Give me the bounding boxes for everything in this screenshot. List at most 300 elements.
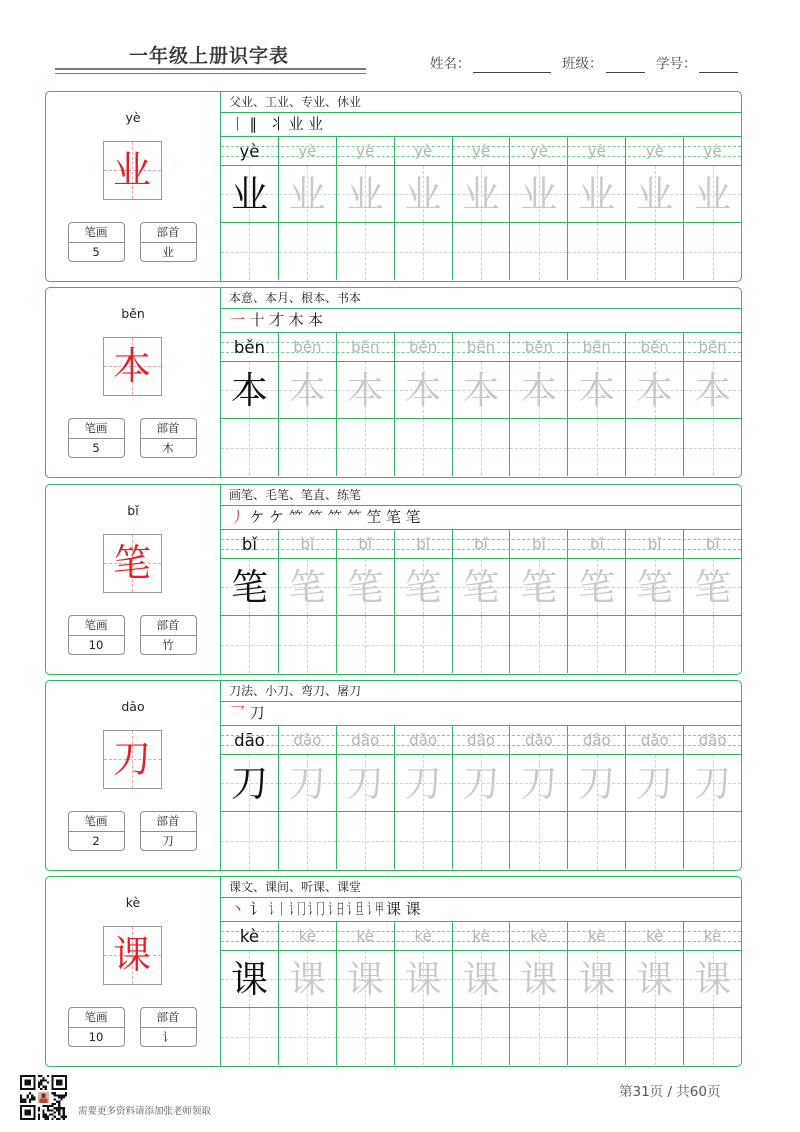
qr-module xyxy=(65,1094,67,1096)
pinyin-model-cell xyxy=(221,530,278,558)
qr-module xyxy=(58,1109,60,1111)
qr-module xyxy=(45,1086,47,1088)
blank-practice-cell xyxy=(625,223,683,280)
blank-practice-cell xyxy=(683,419,741,476)
qr-module xyxy=(60,1094,62,1096)
qr-caption: 需要更多资料请添加张老师领取 xyxy=(78,1106,212,1117)
qr-module xyxy=(56,1101,58,1103)
stroke-step xyxy=(250,510,270,525)
radical-box xyxy=(140,1007,197,1047)
practice-panel xyxy=(221,92,741,281)
pinyin-trace-text: dāo xyxy=(351,731,380,749)
qr-module xyxy=(51,1109,53,1111)
qr-module xyxy=(51,1092,53,1094)
qr-finder-pattern xyxy=(24,1109,31,1115)
character-trace-row xyxy=(221,559,741,616)
qr-module xyxy=(49,1109,51,1111)
radical-value: 竹 xyxy=(162,637,174,652)
blank-practice-cell xyxy=(394,223,452,280)
stroke-step xyxy=(328,902,348,917)
stroke-step-glyph: 讠丨 xyxy=(269,900,286,918)
character-trace-cell xyxy=(336,362,394,418)
character-trace-row xyxy=(221,755,741,812)
character-trace-cell xyxy=(509,166,567,222)
character-info-panel xyxy=(46,288,221,477)
character-trace-cell xyxy=(452,755,510,811)
stroke-count-label: 笔画 xyxy=(69,616,124,636)
character-trace-cell xyxy=(683,362,741,418)
stroke-count-box xyxy=(68,222,125,262)
pinyin-trace-text: bǐ xyxy=(300,535,315,553)
qr-module xyxy=(65,1092,67,1094)
qr-module xyxy=(65,1116,67,1118)
qr-module xyxy=(40,1088,42,1090)
character-trace-text: 笔 xyxy=(636,565,674,609)
pinyin-trace-text: běn xyxy=(524,338,554,356)
pinyin-trace-cell xyxy=(452,726,510,754)
pinyin-trace-text: běn xyxy=(408,338,438,356)
qr-module xyxy=(38,1086,40,1088)
pinyin-trace-text: bǐ xyxy=(474,535,488,553)
example-words: 刀法、小刀、弯刀、屠刀 xyxy=(221,681,741,702)
qr-module xyxy=(45,1118,47,1120)
pinyin-trace-cell xyxy=(509,530,567,558)
qr-module xyxy=(54,1092,56,1094)
pinyin-trace-cell xyxy=(278,922,336,950)
pinyin-trace-cell xyxy=(683,726,741,754)
character-model-box xyxy=(103,337,162,396)
stroke-count-label: 笔画 xyxy=(69,1008,124,1028)
pinyin-trace-cell xyxy=(509,333,567,361)
character-model-box xyxy=(103,926,162,985)
stroke-count-box xyxy=(68,418,125,458)
character-trace-text: 笔 xyxy=(346,565,384,609)
character-trace-text: 笔 xyxy=(694,565,732,609)
qr-module xyxy=(63,1094,65,1096)
radical-label: 部首 xyxy=(141,223,196,243)
qr-module xyxy=(42,1105,44,1107)
pinyin-trace-cell xyxy=(625,137,683,165)
practice-panel xyxy=(221,681,741,870)
radical-box xyxy=(140,615,197,655)
pinyin-trace-cell xyxy=(683,137,741,165)
character-trace-cell xyxy=(394,166,452,222)
qr-module xyxy=(49,1114,51,1116)
character-trace-cell xyxy=(278,951,336,1007)
stroke-count-label: 笔画 xyxy=(69,419,124,439)
blank-practice-cell xyxy=(278,616,336,673)
pinyin-practice-row xyxy=(221,922,741,951)
pinyin-practice-row xyxy=(221,530,741,559)
qr-module xyxy=(63,1114,65,1116)
stroke-order-row xyxy=(221,309,741,333)
character-model-cell xyxy=(221,951,278,1007)
character-model-cell xyxy=(221,166,278,222)
character-trace-cell xyxy=(567,951,625,1007)
pinyin-trace-text: bǐ xyxy=(532,535,546,553)
character-glyph: 课 xyxy=(112,933,151,977)
stroke-step-glyph: 讠 xyxy=(249,900,265,918)
qr-finder-pattern xyxy=(24,1079,31,1085)
qr-module xyxy=(60,1096,62,1098)
blank-practice-cell xyxy=(221,419,278,476)
character-pinyin: kè xyxy=(125,895,141,910)
blank-practice-row xyxy=(221,616,741,673)
blank-practice-cell xyxy=(683,223,741,280)
stroke-count-value: 5 xyxy=(92,440,100,455)
pinyin-trace-cell xyxy=(394,137,452,165)
qr-module xyxy=(63,1096,65,1098)
character-trace-cell xyxy=(625,755,683,811)
pinyin-trace-cell xyxy=(394,726,452,754)
blank-practice-cell xyxy=(336,223,394,280)
pinyin-trace-cell xyxy=(336,137,394,165)
stroke-count-value: 10 xyxy=(88,637,104,652)
pinyin-trace-text: běn xyxy=(351,338,380,356)
pinyin-trace-text: kè xyxy=(703,927,722,945)
qr-module xyxy=(22,1101,24,1103)
stroke-step-glyph: 一 xyxy=(230,311,246,329)
character-trace-text: 刀 xyxy=(288,761,326,805)
blank-practice-cell xyxy=(278,223,336,280)
pinyin-trace-text: kè xyxy=(356,927,374,945)
pinyin-trace-cell xyxy=(567,726,625,754)
blank-practice-cell xyxy=(221,1008,278,1065)
character-trace-row xyxy=(221,362,741,419)
stroke-step-glyph: ⺮ xyxy=(347,508,363,526)
stroke-count-label: 笔画 xyxy=(69,812,124,832)
character-card xyxy=(45,91,742,282)
qr-module xyxy=(47,1116,49,1118)
stroke-step xyxy=(328,510,348,525)
stroke-step-glyph: 讠冂 xyxy=(308,900,325,918)
stroke-step xyxy=(230,313,250,328)
blank-practice-row xyxy=(221,812,741,869)
stroke-step xyxy=(250,313,270,328)
qr-module xyxy=(45,1105,47,1107)
qr-module xyxy=(58,1111,60,1113)
character-trace-cell xyxy=(509,755,567,811)
qr-module xyxy=(56,1107,58,1109)
pinyin-model-text: kè xyxy=(239,926,259,946)
character-trace-row xyxy=(221,951,741,1008)
blank-practice-cell xyxy=(336,812,394,869)
pinyin-trace-cell xyxy=(567,333,625,361)
qr-module xyxy=(33,1099,35,1101)
qr-module xyxy=(58,1105,60,1107)
character-model-cell xyxy=(221,362,278,418)
character-glyph: 刀 xyxy=(112,737,151,781)
radical-value: 讠 xyxy=(162,1029,174,1044)
pinyin-trace-text: běn xyxy=(640,338,669,356)
blank-practice-cell xyxy=(336,1008,394,1065)
character-trace-cell xyxy=(509,559,567,615)
pinyin-trace-cell xyxy=(625,333,683,361)
qr-module xyxy=(54,1094,56,1096)
radical-value: 刀 xyxy=(162,833,174,848)
stroke-step-glyph: 课 xyxy=(405,900,421,918)
stroke-count-box xyxy=(68,811,125,851)
qr-module xyxy=(56,1109,58,1111)
character-trace-cell xyxy=(336,755,394,811)
stroke-step-glyph: 讠甲 xyxy=(366,900,384,918)
qr-module xyxy=(47,1109,49,1111)
stroke-step-glyph: 丶 xyxy=(230,900,246,918)
character-trace-cell xyxy=(336,559,394,615)
qr-module xyxy=(58,1094,60,1096)
stroke-step-glyph: 笔 xyxy=(386,508,402,526)
pinyin-trace-text: běn xyxy=(698,338,727,356)
example-words: 课文、课间、听课、课堂 xyxy=(221,877,741,898)
student-id-label: 学号： xyxy=(656,56,697,72)
blank-practice-cell xyxy=(452,616,510,673)
character-trace-cell xyxy=(452,951,510,1007)
qr-module xyxy=(38,1084,40,1086)
practice-panel xyxy=(221,485,741,674)
blank-practice-cell xyxy=(683,812,741,869)
qr-module xyxy=(20,1099,22,1101)
character-model-box xyxy=(103,534,162,593)
stroke-order-row xyxy=(221,113,741,137)
qr-module xyxy=(22,1099,24,1101)
qr-module xyxy=(60,1099,62,1101)
character-model-box xyxy=(103,730,162,789)
pinyin-practice-row xyxy=(221,333,741,362)
pinyin-model-text: yè xyxy=(239,141,260,161)
stroke-step xyxy=(308,902,328,917)
blank-practice-cell xyxy=(625,419,683,476)
qr-module xyxy=(24,1099,26,1101)
pinyin-trace-text: bǐ xyxy=(705,535,720,553)
character-info-panel xyxy=(46,92,221,281)
character-trace-text: 本 xyxy=(404,368,442,412)
radical-label: 部首 xyxy=(141,419,196,439)
stroke-step-glyph: ⺮ xyxy=(288,508,304,526)
qr-module xyxy=(40,1084,42,1086)
stroke-step xyxy=(347,510,367,525)
character-model-cell xyxy=(221,755,278,811)
qr-code xyxy=(20,1075,67,1120)
character-trace-cell xyxy=(452,559,510,615)
blank-practice-cell xyxy=(509,616,567,673)
character-trace-text: 业 xyxy=(578,172,616,216)
blank-practice-cell xyxy=(509,419,567,476)
pinyin-trace-cell xyxy=(336,530,394,558)
character-trace-text: 课 xyxy=(288,957,326,1001)
stroke-step-glyph: 讠旦 xyxy=(347,900,364,918)
radical-label: 部首 xyxy=(141,812,196,832)
character-model-text: 业 xyxy=(230,172,268,216)
qr-module xyxy=(51,1103,53,1105)
qr-avatar xyxy=(40,1099,48,1103)
character-model-text: 课 xyxy=(230,957,268,1001)
pinyin-trace-text: dāo xyxy=(524,731,553,749)
character-trace-text: 课 xyxy=(636,957,674,1001)
qr-module xyxy=(54,1099,56,1101)
qr-module xyxy=(51,1105,53,1107)
qr-finder-pattern xyxy=(56,1079,63,1085)
pinyin-model-cell xyxy=(221,922,278,950)
qr-module xyxy=(42,1116,44,1118)
stroke-step-glyph: ケ xyxy=(249,508,265,526)
qr-module xyxy=(40,1081,42,1083)
character-trace-text: 刀 xyxy=(578,761,616,805)
character-trace-text: 本 xyxy=(520,368,558,412)
stroke-step xyxy=(269,902,289,917)
character-info-panel xyxy=(46,877,221,1066)
stroke-step-glyph: 刀 xyxy=(249,704,265,722)
qr-module xyxy=(38,1114,40,1116)
qr-module xyxy=(29,1101,31,1103)
character-trace-cell xyxy=(625,166,683,222)
page-number: 第31页 / 共60页 xyxy=(619,1084,721,1100)
stroke-step-glyph: ⺮ xyxy=(327,508,343,526)
qr-module xyxy=(63,1118,65,1120)
pinyin-trace-cell xyxy=(452,333,510,361)
qr-module xyxy=(27,1096,29,1098)
pinyin-trace-text: dāo xyxy=(293,731,322,749)
character-model-text: 笔 xyxy=(230,565,268,609)
pinyin-trace-cell xyxy=(509,922,567,950)
pinyin-trace-text: kè xyxy=(472,927,490,945)
character-pinyin: dāo xyxy=(121,699,145,714)
blank-practice-cell xyxy=(336,419,394,476)
stroke-step xyxy=(250,706,270,721)
character-trace-cell xyxy=(567,559,625,615)
character-trace-text: 本 xyxy=(462,368,500,412)
pinyin-trace-cell xyxy=(336,922,394,950)
character-trace-cell xyxy=(278,166,336,222)
blank-practice-cell xyxy=(394,812,452,869)
character-trace-cell xyxy=(278,559,336,615)
qr-module xyxy=(47,1075,49,1077)
stroke-step-glyph: 十 xyxy=(249,311,265,329)
name-label: 姓名： xyxy=(430,56,471,72)
stroke-step xyxy=(386,902,406,917)
stroke-step xyxy=(269,117,289,132)
pinyin-trace-text: kè xyxy=(530,927,548,945)
qr-module xyxy=(56,1094,58,1096)
character-trace-text: 笔 xyxy=(404,565,442,609)
qr-module xyxy=(58,1114,60,1116)
character-trace-text: 课 xyxy=(578,957,616,1001)
pinyin-trace-cell xyxy=(509,726,567,754)
pinyin-trace-text: yè xyxy=(471,142,491,160)
radical-label: 部首 xyxy=(141,616,196,636)
class-blank xyxy=(606,72,645,73)
pinyin-trace-text: běn xyxy=(293,338,322,356)
blank-practice-cell xyxy=(221,616,278,673)
qr-module xyxy=(58,1096,60,1098)
stroke-step xyxy=(289,902,309,917)
student-id-blank xyxy=(699,72,738,73)
pinyin-trace-text: kè xyxy=(588,927,606,945)
pinyin-trace-cell xyxy=(278,530,336,558)
character-glyph: 本 xyxy=(112,344,151,388)
blank-practice-cell xyxy=(278,1008,336,1065)
radical-label: 部首 xyxy=(141,1008,196,1028)
character-trace-cell xyxy=(625,951,683,1007)
character-trace-text: 刀 xyxy=(520,761,558,805)
name-blank xyxy=(473,72,551,73)
character-trace-text: 课 xyxy=(404,957,442,1001)
stroke-step xyxy=(269,510,289,525)
blank-practice-row xyxy=(221,223,741,280)
character-model-box xyxy=(103,141,162,200)
pinyin-trace-text: běn xyxy=(582,338,611,356)
stroke-step xyxy=(308,117,328,132)
character-trace-text: 业 xyxy=(636,172,674,216)
pinyin-trace-text: kè xyxy=(298,927,317,945)
pinyin-practice-row xyxy=(221,137,741,166)
pinyin-trace-cell xyxy=(509,137,567,165)
stroke-step xyxy=(230,902,250,917)
blank-practice-cell xyxy=(567,223,625,280)
blank-practice-cell xyxy=(452,223,510,280)
blank-practice-cell xyxy=(509,812,567,869)
pinyin-trace-text: yè xyxy=(587,142,606,160)
qr-module xyxy=(42,1079,44,1081)
stroke-step-glyph: 业 xyxy=(308,115,324,133)
stroke-step xyxy=(367,902,387,917)
character-model-text: 本 xyxy=(230,368,268,412)
stroke-count-value: 5 xyxy=(92,244,100,259)
stroke-order-row xyxy=(221,702,741,726)
character-trace-cell xyxy=(394,951,452,1007)
stroke-step-glyph: ⺮ xyxy=(308,508,324,526)
character-trace-cell xyxy=(683,559,741,615)
qr-module xyxy=(56,1118,58,1120)
pinyin-trace-cell xyxy=(683,530,741,558)
character-info-panel xyxy=(46,485,221,674)
qr-module xyxy=(38,1116,40,1118)
pinyin-trace-cell xyxy=(336,726,394,754)
pinyin-trace-text: dāo xyxy=(409,731,438,749)
character-trace-text: 课 xyxy=(694,957,732,1001)
character-trace-cell xyxy=(394,559,452,615)
pinyin-trace-text: dāo xyxy=(640,731,669,749)
stroke-step xyxy=(406,510,426,525)
qr-module xyxy=(20,1094,22,1096)
qr-module xyxy=(38,1081,40,1083)
qr-module xyxy=(54,1116,56,1118)
blank-practice-cell xyxy=(625,616,683,673)
blank-practice-cell xyxy=(394,1008,452,1065)
character-trace-text: 课 xyxy=(346,957,384,1001)
stroke-step xyxy=(386,510,406,525)
qr-module xyxy=(38,1107,40,1109)
blank-practice-cell xyxy=(625,812,683,869)
qr-module xyxy=(54,1103,56,1105)
blank-practice-cell xyxy=(509,223,567,280)
qr-module xyxy=(58,1101,60,1103)
pinyin-trace-text: yè xyxy=(356,142,375,160)
character-trace-cell xyxy=(683,951,741,1007)
stroke-step xyxy=(308,510,328,525)
blank-practice-cell xyxy=(452,1008,510,1065)
character-trace-text: 刀 xyxy=(404,761,442,805)
pinyin-trace-cell xyxy=(452,530,510,558)
stroke-count-box xyxy=(68,615,125,655)
qr-module xyxy=(51,1114,53,1116)
qr-module xyxy=(40,1075,42,1077)
qr-module xyxy=(45,1079,47,1081)
pinyin-trace-cell xyxy=(683,922,741,950)
character-trace-cell xyxy=(683,755,741,811)
class-label: 班级： xyxy=(562,56,603,72)
character-trace-cell xyxy=(336,166,394,222)
pinyin-model-cell xyxy=(221,333,278,361)
